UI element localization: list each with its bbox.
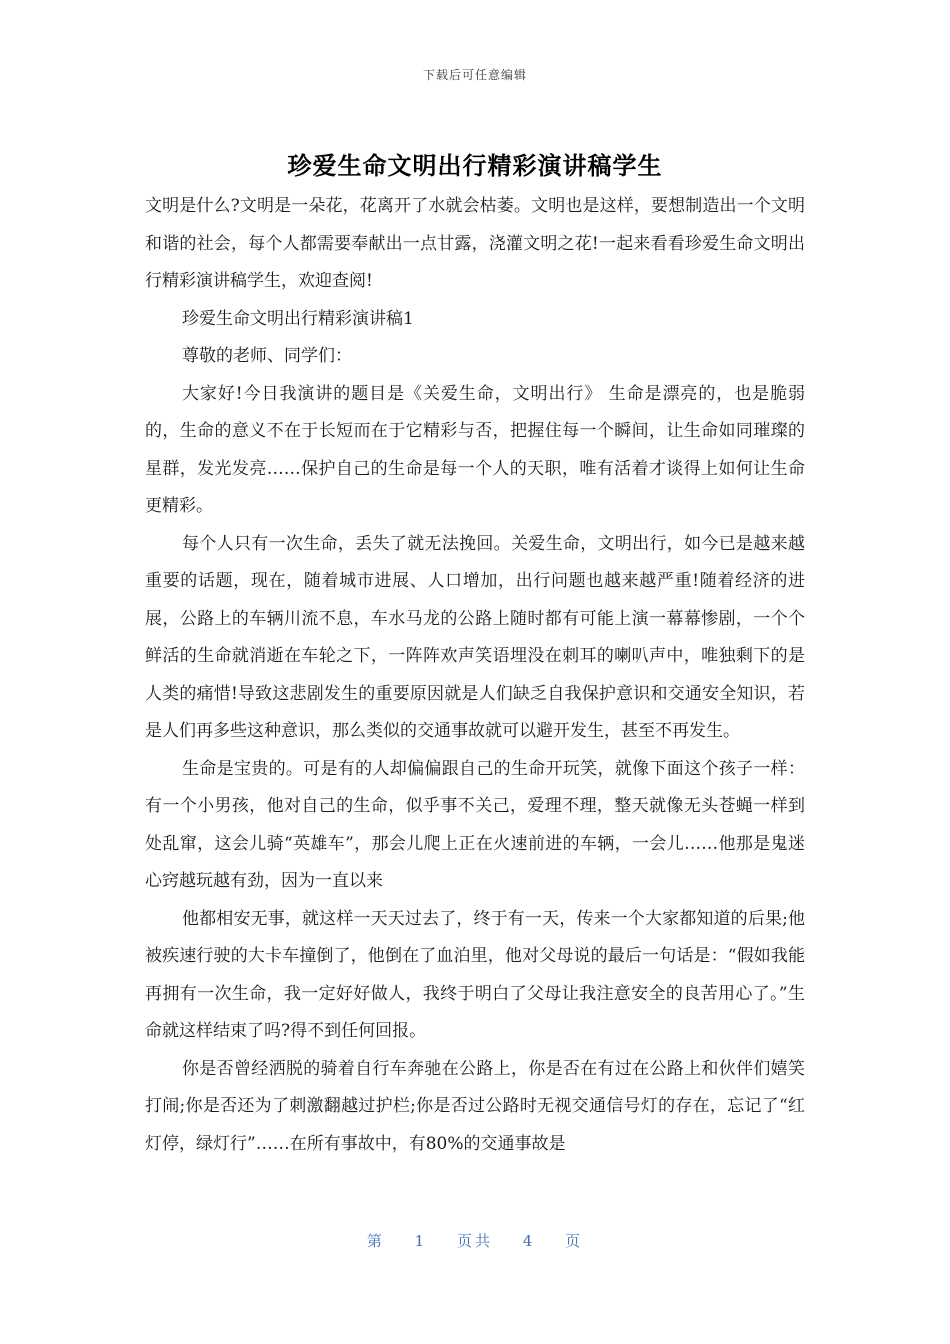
body-paragraph: 生命是宝贵的。可是有的人却偏偏跟自己的生命开玩笑，就像下面这个孩子一样：有一个小男孩，他对自己的生命，似乎事不关己，爱理不理，整天就像无头苍蝇一样到处乱窜，这会儿骑“英雄车”，那会儿爬上正在火速前进的车辆，一会儿……他那是鬼迷心窍越玩越有劲，因为一直以来 bbox=[145, 758, 805, 891]
body-paragraph: 你是否曾经洒脱的骑着自行车奔驰在公路上，你是否在有过在公路上和伙伴们嬉笑打闹;你是否还为了刺激翻越过护栏;你是否过公路时无视交通信号灯的存在，忘记了“红灯停，绿灯行”……在所有事故中，有80%的交通事故是 bbox=[145, 1058, 805, 1154]
document-title: 珍爱生命文明出行精彩演讲稿学生 bbox=[287, 152, 663, 180]
document-body bbox=[145, 188, 805, 1163]
page-header-note: 下载后可任意编辑 bbox=[422, 68, 527, 82]
page-number-footer bbox=[0, 1230, 950, 1251]
body-paragraph: 大家好!今日我演讲的题目是《关爱生命，文明出行》 生命是漂亮的，也是脆弱的，生命的意义不在于长短而在于它精彩与否，把握住每一个瞬间，让生命如同璀璨的星群，发光发亮……保护自己的生命是每一个人的天职，唯有活着才谈得上如何让生命更精彩。 bbox=[145, 383, 805, 516]
salutation: 尊敬的老师、同学们： bbox=[182, 346, 352, 366]
body-paragraph: 每个人只有一次生命，丢失了就无法挽回。关爱生命，文明出行，如今已是越来越重要的话题，现在，随着城市进展、人口增加，出行问题也越来越严重!随着经济的进展，公路上的车辆川流不息，车水马龙的公路上随时都有可能上演一幕幕惨剧，一个个鲜活的生命就消逝在车轮之下，一阵阵欢声笑语埋没在刺耳的喇叭声中，唯独剩下的是人类的痛惜!导致这悲剧发生的重要原因就是人们缺乏自我保护意识和交通安全知识，若是人们再多些这种意识，那么类似的交通事故就可以避开发生，甚至不再发生。 bbox=[145, 533, 805, 741]
page-label-prefix: 第 bbox=[366, 1232, 385, 1250]
body-paragraph: 他都相安无事，就这样一天天过去了，终于有一天，传来一个大家都知道的后果;他被疾速行驶的大卡车撞倒了，他倒在了血泊里，他对父母说的最后一句话是：“假如我能再拥有一次生命，我一定好好做人，我终于明白了父母让我注意安全的良苦用心了。”生命就这样结束了吗?得不到任何回报。 bbox=[145, 908, 805, 1041]
total-page-count: 4 bbox=[522, 1232, 536, 1250]
page-label-middle: 页共 bbox=[456, 1232, 493, 1250]
speech-heading: 珍爱生命文明出行精彩演讲稿1 bbox=[182, 308, 414, 329]
current-page-number: 1 bbox=[414, 1232, 428, 1250]
intro-paragraph: 文明是什么?文明是一朵花，花离开了水就会枯萎。文明也是这样，要想制造出一个文明和谐的社会，每个人都需要奉献出一点甘露，浇灌文明之花!一起来看看珍爱生命文明出行精彩演讲稿学生，欢迎查阅! bbox=[145, 196, 805, 291]
page-label-suffix: 页 bbox=[565, 1232, 584, 1250]
